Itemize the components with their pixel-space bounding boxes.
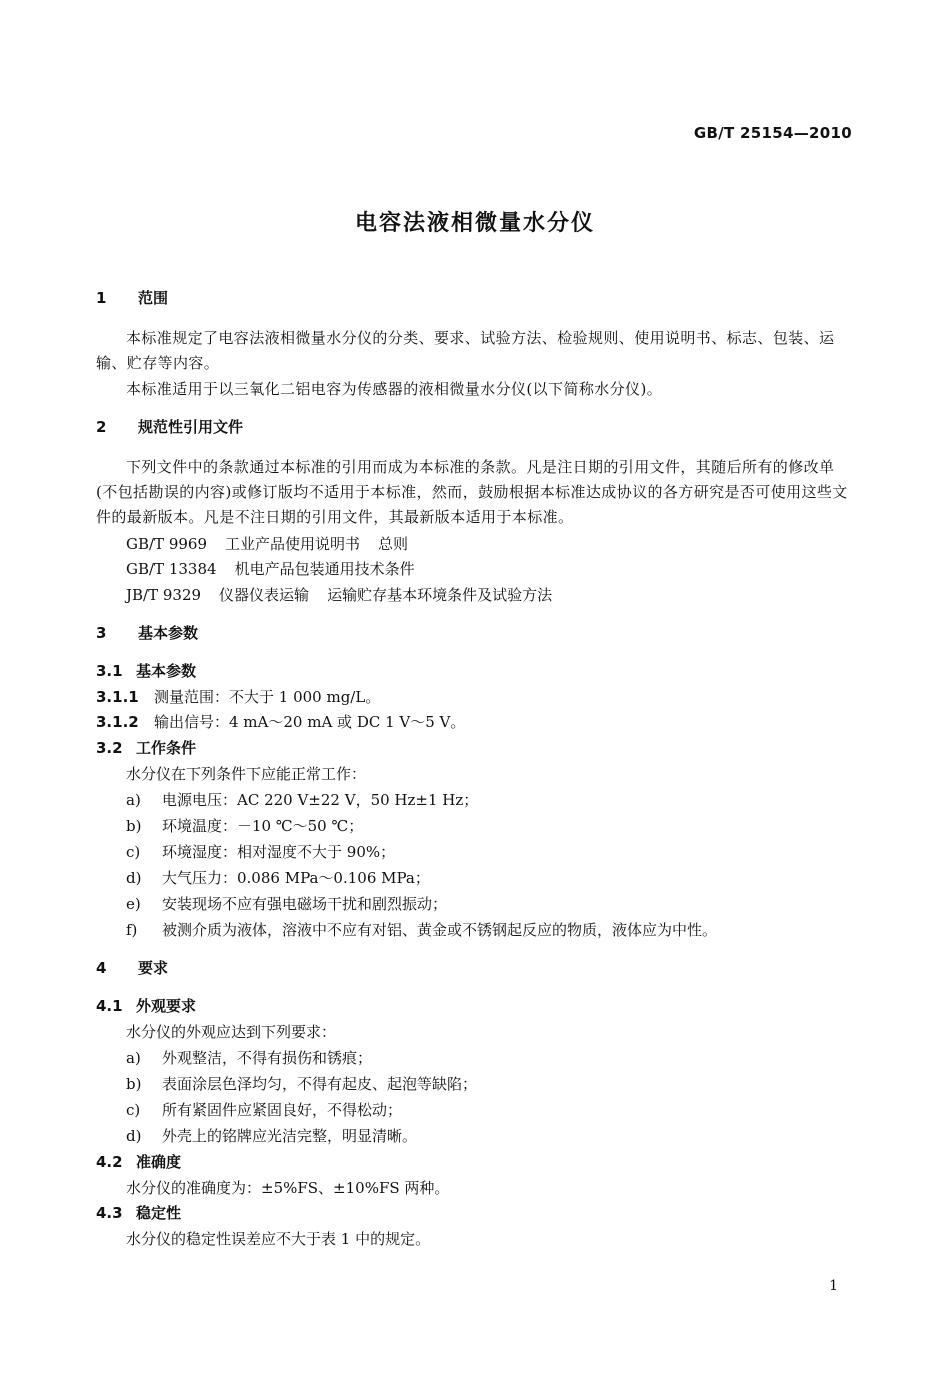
section-number: 3.1.2 [96,713,139,731]
section-number: 4 [96,959,107,977]
reference-code: JB/T 9329 [126,586,202,604]
reference-code: GB/T 9969 [126,535,208,553]
list-text: 环境湿度：相对湿度不大于 90%； [162,843,396,861]
list-text: 表面涂层色泽均匀，不得有起皮、起泡等缺陷； [162,1075,478,1093]
section-number: 3.2 [96,739,123,757]
section-number: 1 [96,289,107,307]
section-4-2-heading [96,1152,856,1172]
section-number: 3 [96,624,107,642]
list-label: b) [126,817,142,835]
section-number: 3.1.1 [96,688,139,706]
section-2-heading [96,417,856,437]
section-number: 4.3 [96,1204,123,1222]
list-label: c) [126,1101,141,1119]
section-title: 工作条件 [136,739,197,757]
list-item [126,816,886,836]
section-3-1-heading [96,661,856,681]
standard-code: GB/T 25154—2010 [693,124,852,142]
list-text: 大气压力：0.086 MPa～0.106 MPa； [162,869,430,887]
list-text: 环境温度：－10 ℃～50 ℃； [162,817,364,835]
section-3-1-1 [96,687,856,707]
section-3-2-intro: 水分仪在下列条件下应能正常工作： [126,765,367,783]
section-title: 稳定性 [136,1204,182,1222]
list-label: f) [126,921,138,939]
page-number: 1 [829,1278,838,1294]
list-text: 外观整洁，不得有损伤和锈痕； [162,1049,373,1067]
list-item [126,842,886,862]
section-1-paragraph-2: 本标准适用于以三氧化二铝电容为传感器的液相微量水分仪(以下简称水分仪)。 [126,380,663,398]
list-label: a) [126,1049,141,1067]
section-title: 范围 [138,289,169,307]
section-3-heading [96,623,856,643]
section-4-heading [96,958,856,978]
list-label: a) [126,791,141,809]
section-4-2-text: 水分仪的准确度为：±5%FS、±10%FS 两种。 [126,1179,450,1197]
section-text: 测量范围：不大于 1 000 mg/L。 [154,688,381,706]
section-2-paragraph-1: 下列文件中的条款通过本标准的引用而成为本标准的条款。凡是注日期的引用文件，其随后所有的修改单(不包括勘误的内容)或修订版均不适用于本标准，然而，鼓励根据本标准达成协议的各方研究是否可使用这些文件的最新版本。凡是不注日期的引用文件，其最新版本适用于本标准。 [96,458,848,526]
list-item [126,868,886,888]
section-1-heading [96,288,856,308]
section-1-paragraph-1: 本标准规定了电容法液相微量水分仪的分类、要求、试验方法、检验规则、使用说明书、标志、包装、运输、贮存等内容。 [96,329,835,372]
section-number: 4.1 [96,997,123,1015]
reference-item [126,585,886,605]
list-text: 电源电压：AC 220 V±22 V，50 Hz±1 Hz； [162,791,479,809]
list-label: d) [126,869,142,887]
list-text: 安装现场不应有强电磁场干扰和剧烈振动； [162,895,448,913]
document-title: 电容法液相微量水分仪 [354,211,595,236]
reference-item [126,534,886,554]
section-title: 准确度 [136,1153,182,1171]
section-title: 要求 [138,959,169,977]
list-label: d) [126,1127,142,1145]
list-item [126,1126,886,1146]
list-item [126,894,886,914]
list-text: 所有紧固件应紧固良好，不得松动； [162,1101,403,1119]
list-item [126,1048,886,1068]
list-item [126,1100,886,1120]
section-number: 2 [96,418,107,436]
reference-title: 仪器仪表运输 [219,586,310,604]
reference-title-part: 运输贮存基本环境条件及试验方法 [327,586,553,604]
list-item [126,1074,886,1094]
section-number: 4.2 [96,1153,123,1171]
list-label: c) [126,843,141,861]
section-title: 规范性引用文件 [138,418,244,436]
reference-item [126,559,886,579]
section-text: 输出信号：4 mA～20 mA 或 DC 1 V～5 V。 [154,713,466,731]
list-label: e) [126,895,141,913]
list-text: 被测介质为液体，溶液中不应有对铝、黄金或不锈钢起反应的物质，液体应为中性。 [162,921,718,939]
section-4-3-heading [96,1203,856,1223]
reference-title: 工业产品使用说明书 [225,535,361,553]
reference-code: GB/T 13384 [126,560,217,578]
section-title: 基本参数 [138,624,199,642]
list-text: 外壳上的铭牌应光洁完整，明显清晰。 [162,1127,418,1145]
section-4-3-text: 水分仪的稳定性误差应不大于表 1 中的规定。 [126,1230,431,1248]
reference-title-part: 总则 [378,535,409,553]
section-number: 3.1 [96,662,123,680]
list-label: b) [126,1075,142,1093]
section-title: 外观要求 [136,997,197,1015]
section-3-1-2 [96,712,856,732]
list-item [126,920,886,940]
section-4-1-intro: 水分仪的外观应达到下列要求： [126,1023,337,1041]
list-item [126,790,886,810]
section-title: 基本参数 [136,662,197,680]
section-4-1-heading [96,996,856,1016]
section-3-2-heading [96,738,856,758]
reference-title: 机电产品包装通用技术条件 [234,560,415,578]
